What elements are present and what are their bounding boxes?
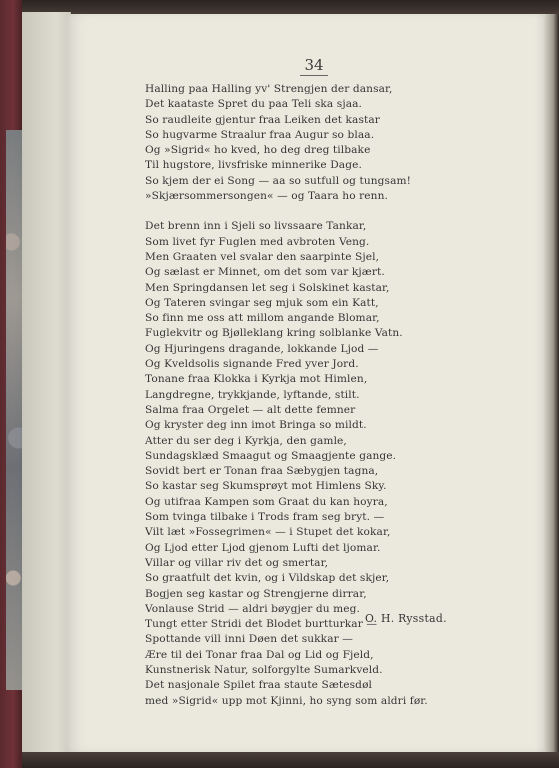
stanza-1 bbox=[145, 82, 455, 204]
poem-line: Og Hjuringens dragande, lokkande Ljod — bbox=[145, 342, 379, 355]
poem-line: Salma fraa Orgelet — alt dette femner bbox=[145, 403, 356, 416]
poem-line: So kjem der ei Song — aa so sutfull og tungsam! bbox=[145, 174, 412, 187]
poem-line: So graatfult det kvin, og i Vildskap det skjer, bbox=[145, 572, 390, 585]
poem-line: Og kryster deg inn imot Bringa so mildt. bbox=[145, 419, 367, 432]
poem-line: Ære til dei Tonar fraa Dal og Lid og Fjeld, bbox=[145, 648, 374, 661]
poem-line: Det kaataste Spret du paa Teli ska sjaa. bbox=[145, 98, 363, 111]
poem-line: Som livet fyr Fuglen med avbroten Veng. bbox=[145, 235, 370, 248]
stanza-2 bbox=[145, 219, 455, 709]
poem-line: So kastar seg Skumsprøyt mot Himlens Sky. bbox=[145, 480, 387, 493]
poem-line: Og »Sigrid« ho kved, ho deg dreg tilbake bbox=[145, 144, 371, 157]
poem-line: Vonlause Strid — aldri bøygjer du meg. bbox=[145, 602, 361, 615]
author-signature: O. H. Rysstad. bbox=[365, 612, 447, 625]
poem-line: Spottande vill inni Døen det sukkar — bbox=[145, 633, 353, 646]
poem-line: Fuglekvitr og Bjølleklang kring solblanke Vatn. bbox=[145, 327, 403, 340]
poem-line: Sundagsklæd Smaagut og Smaagjente gange. bbox=[145, 449, 397, 462]
poem-line: Men Graaten vel svalar den saarpinte Sjel, bbox=[145, 250, 380, 263]
poem-line: Som tvinga tilbake i Trods fram seg bryt. — bbox=[145, 511, 385, 524]
poem-line: Bogjen seg kastar og Strengjerne dirrar, bbox=[145, 587, 367, 600]
poem-line: med »Sigrid« upp mot Kjinni, ho syng som aldri før. bbox=[145, 694, 428, 707]
poem-line: Til hugstore, livsfriske minnerike Dage. bbox=[145, 159, 362, 172]
poem-line: Halling paa Halling yv' Strengjen der dansar, bbox=[145, 83, 393, 95]
poem-line: Og Kveldsolis signande Fred yver Jord. bbox=[145, 358, 359, 371]
poem-line: Og sælast er Minnet, om det som var kjært. bbox=[145, 266, 385, 279]
poem-line: So finn me oss att millom angande Blomar, bbox=[145, 312, 380, 325]
page-number-text: 34 bbox=[300, 57, 327, 76]
poem-line: So raudleite gjentur fraa Leiken det kastar bbox=[145, 113, 380, 126]
poem-line: Det nasjonale Spilet fraa staute Sætesdøl bbox=[145, 679, 373, 692]
poem-line: Atter du ser deg i Kyrkja, den gamle, bbox=[145, 434, 347, 447]
poem-line: Kunstnerisk Natur, solforgylte Sumarkveld. bbox=[145, 663, 383, 676]
page-fore-edge bbox=[544, 14, 559, 754]
poem-line: So hugvarme Straalur fraa Augur so blaa. bbox=[145, 128, 375, 141]
gutter-endpaper bbox=[22, 12, 71, 757]
poem-line: Det brenn inn i Sjeli so livssaare Tankar, bbox=[145, 220, 367, 233]
poem-line: Men Springdansen let seg i Solskinet kastar, bbox=[145, 281, 390, 294]
poem-line: Tungt etter Stridi det Blodet burtturkar — bbox=[145, 618, 378, 631]
poem-line: Sovidt bert er Tonan fraa Sæbygjen tagna, bbox=[145, 465, 379, 478]
poem-line: Tonane fraa Klokka i Kyrkja mot Himlen, bbox=[145, 373, 368, 386]
page-number bbox=[66, 56, 544, 76]
poem-line: »Skjærsommersongen« — og Taara ho renn. bbox=[145, 190, 388, 203]
poem-line: Og Ljod etter Ljod gjenom Lufti det ljomar. bbox=[145, 541, 381, 554]
poem-line: Og utifraa Kampen som Graat du kan hoyra, bbox=[145, 495, 388, 508]
poem-line: Vilt læt »Fossegrimen« — i Stupet det kokar, bbox=[145, 526, 391, 539]
poem-line: Langdregne, trykkjande, lyftande, stilt. bbox=[145, 388, 360, 401]
book-bottom-edge bbox=[22, 752, 559, 768]
poem-line: Og Tateren svingar seg mjuk som ein Katt, bbox=[145, 296, 379, 309]
poem-line: Villar og villar riv det og smertar, bbox=[145, 556, 329, 569]
